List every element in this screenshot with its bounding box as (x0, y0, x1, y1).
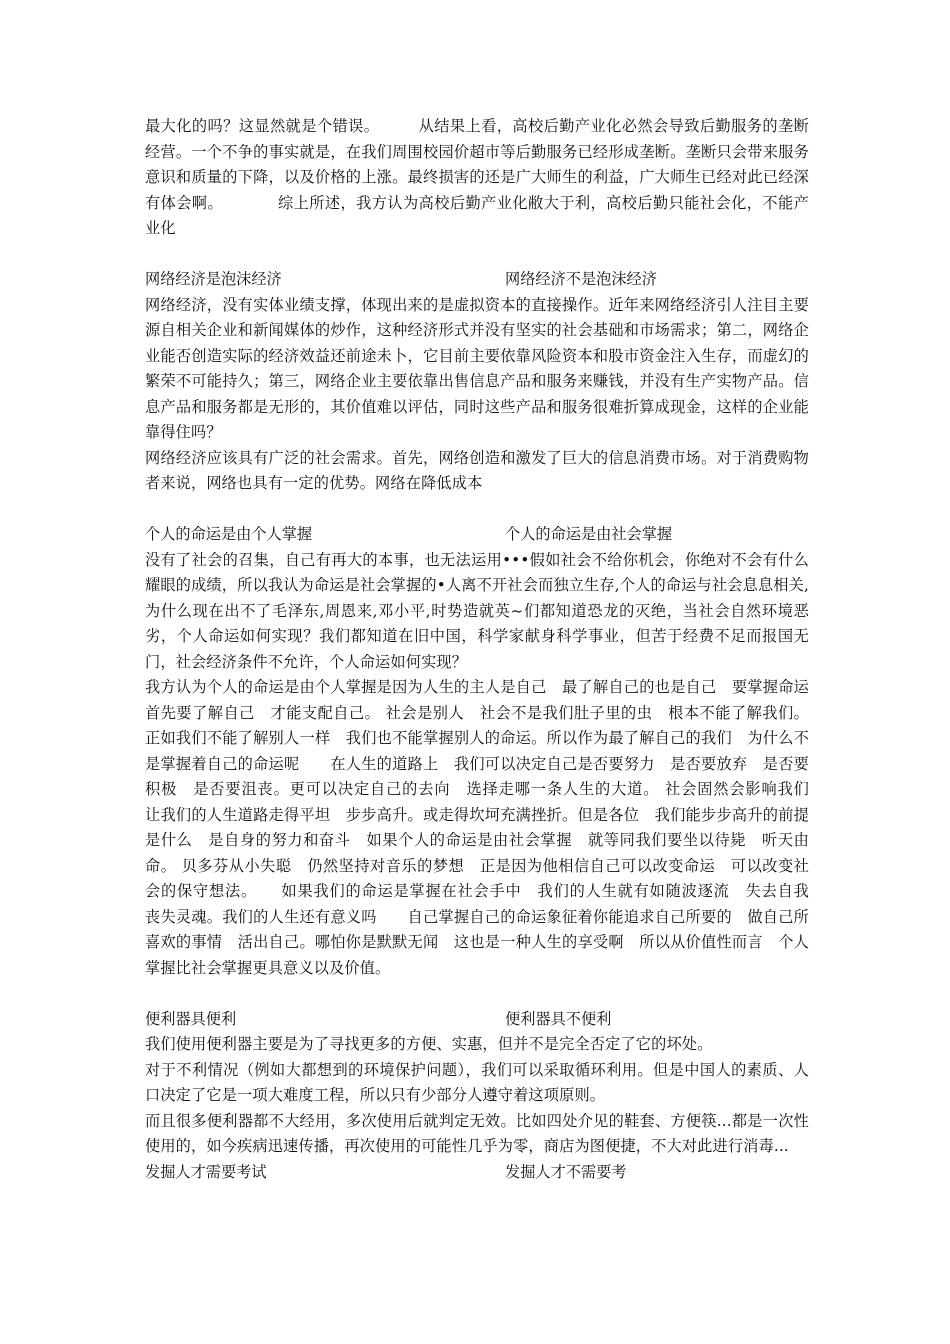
topic-negative: 个人的命运是由社会掌握 (505, 525, 673, 543)
topic-negative: 网络经济不是泡沫经济 (505, 270, 657, 288)
blank-line (145, 242, 809, 268)
topic-affirmative: 发掘人才需要考试 (145, 1162, 267, 1181)
debate-topic-convenience (145, 1007, 809, 1033)
paragraph-convenience-3: 而且很多便利器都不大经用，多次使用后就判定无效。比如四处介见的鞋套、方便筷...都是一次性使用的，如今疾病迅速传播，再次使用的可能性几乎为零，商店为图便捷，不大对此进行消毒... (145, 1111, 809, 1155)
paragraph-not-bubble-argument: 网络经济应该具有广泛的社会需求。首先，网络创造和激发了巨大的信息消费市场。对于消费购物者来说，网络也具有一定的优势。网络在降低成本 (145, 448, 809, 492)
blank-line (145, 981, 809, 1007)
paragraph-convenience-1: 我们使用便利器主要是为了寻找更多的方便、实惠，但并不是完全否定了它的坏处。 (145, 1035, 713, 1053)
topic-affirmative: 网络经济是泡沫经济 (145, 270, 282, 288)
paragraph-society-fate-argument: 没有了社会的召集，自己有再大的本事，也无法运用•••假如社会不给你机会，你绝对不会有什么耀眼的成绩，所以我认为命运是社会掌握的•人离不开社会而独立生存,个人的命运与社会息息相关,为什么现在出不了毛泽东,周恩来,邓小平,时势造就英~们都知道恐龙的灭绝，当社会自然环境恶劣，个人命运如何实现？我们都知道在旧中国，科学家献身科学事业，但苦于经费不足而报国无门，社会经济条件不允许，个人命运如何实现？ (145, 550, 809, 671)
topic-negative: 便利器具不便利 (505, 1009, 612, 1028)
debate-topic-talent-exam (145, 1160, 809, 1186)
topic-negative: 发掘人才不需要考 (505, 1162, 627, 1181)
paragraph-individual-fate-argument: 我方认为个人的命运是由个人掌握是因为人生的主人是自己 最了解自己的也是自己 要掌握命运 首先要了解自己 才能支配自己。 社会是别人 社会不是我们肚子里的虫 根本不能了解我们。正如我们不能了解别人一样 我们也不能掌握别人的命运。所以作为最了解自己的我们 为什么不是掌握着自己的命运呢 在人生的道路上 我们可以决定自己是否要努力 是否要放弃 是否要积极 是否要沮丧。更可以决定自己的去向 选择走哪一条人生的大道。 社会固然会影响我们 让我们的人生道路走得平坦 步步高升。或走得坎坷充满挫折。但是各位 我们能步步高升的前提是什么 是自身的努力和奋斗 如果个人的命运是由社会掌握 就等同我们要坐以待毙 听天由命。 贝多芬从小失聪 仍然坚持对音乐的梦想 正是因为他相信自己可以改变命运 可以改变社会的保守想法。 如果我们的命运是掌握在社会手中 我们的人生就有如随波逐流 失去自我 丧失灵魂。我们的人生还有意义吗 自己掌握自己的命运象征着你能追求自己所要的 做自己所喜欢的事情 活出自己。哪怕你是默默无闻 这也是一种人生的享受啊 所以从价值性而言 个人掌握比社会掌握更具意义以及价值。 (145, 678, 825, 977)
debate-topic-network-economy (145, 267, 809, 293)
document-body (145, 114, 825, 1185)
paragraph-logistics-conclusion: 最大化的吗？这显然就是个错误。 从结果上看，高校后勤产业化必然会导致后勤服务的垄断经营。一个不争的事实就是，在我们周围校园价超市等后勤服务已经形成垄断。垄断只会带来服务意识和质量的下降，以及价格的上涨。最终损害的还是广大师生的利益，广大师生已经对此已经深有体会啊。 综上所述，我方认为高校后勤产业化敝大于利，高校后勤只能社会化，不能产业化 (145, 117, 809, 237)
paragraph-bubble-argument: 网络经济，没有实体业绩支撑，体现出来的是虚拟资本的直接操作。近年来网络经济引人注目主要源自相关企业和新闻媒体的炒作，这种经济形式并没有坚实的社会基础和市场需求；第二，网络企业能否创造实际的经济效益还前途未卜，它目前主要依靠风险资本和股市资金注入生存，而虚幻的繁荣不可能持久；第三，网络企业主要依靠出售信息产品和服务来赚钱，并没有生产实物产品。信息产品和服务都是无形的，其价值难以评估，同时这些产品和服务很难折算成现金，这样的企业能靠得住吗？ (145, 295, 809, 441)
paragraph-convenience-2: 对于不利情况（例如大都想到的环境保护问题），我们可以采取循环利用。但是中国人的素质、人口决定了它是一项大难度工程，所以只有少部分人遵守着这项原则。 (145, 1060, 809, 1104)
debate-topic-fate (145, 522, 809, 548)
blank-line (145, 497, 809, 523)
topic-affirmative: 便利器具便利 (145, 1009, 237, 1028)
topic-affirmative: 个人的命运是由个人掌握 (145, 525, 313, 543)
